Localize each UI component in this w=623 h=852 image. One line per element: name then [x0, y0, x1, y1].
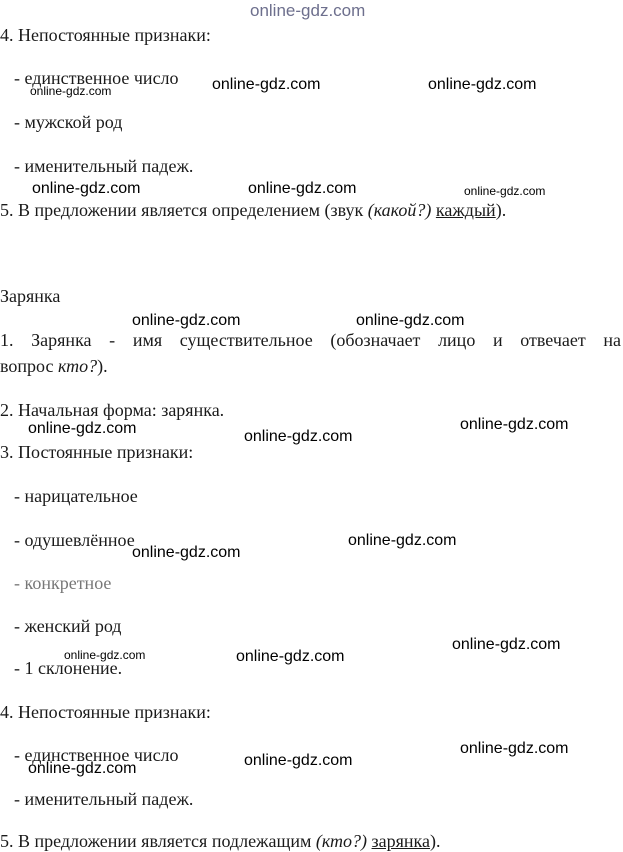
watermark: online-gdz.com — [348, 532, 457, 549]
section1-feature-number: - единственное число — [14, 68, 179, 88]
section1-item5-prefix: 5. В предложении является определением (звук — [0, 200, 368, 220]
watermark: online-gdz.com — [64, 648, 146, 662]
watermark: online-gdz.com — [244, 752, 353, 769]
watermark: online-gdz.com — [32, 180, 141, 197]
section1-item5-question: (какой?) — [367, 200, 432, 220]
section2-item1-question: кто? — [57, 356, 98, 376]
watermark: online-gdz.com — [244, 428, 353, 445]
watermark: online-gdz.com — [132, 312, 241, 329]
section2-item1-line1: 1. Зарянка - имя существительное (обозначает лицо и отвечает на — [0, 330, 621, 350]
section2-feature-common: - нарицательное — [14, 486, 138, 506]
watermark: online-gdz.com — [28, 420, 137, 437]
section2-item1-line2-suffix: ). — [97, 356, 108, 376]
section1-item4-label: 4. Непостоянные признаки: — [0, 25, 211, 45]
section1-feature-case: - именительный падеж. — [14, 156, 194, 176]
section2-feature-case: - именительный падеж. — [14, 789, 194, 809]
section2-item2: 2. Начальная форма: зарянка. — [0, 400, 225, 420]
section2-item5-question: (кто?) — [315, 831, 368, 851]
watermark: online-gdz.com — [30, 84, 112, 98]
watermark: online-gdz.com — [460, 740, 569, 757]
section2-feature-gender: - женский род — [14, 616, 122, 636]
watermark: online-gdz.com — [356, 312, 465, 329]
watermark: online-gdz.com — [452, 636, 561, 653]
section2-feature-declension: - 1 склонение. — [14, 658, 123, 678]
section1-item5-word: каждый — [435, 200, 496, 220]
watermark: online-gdz.com — [460, 416, 569, 433]
section2-item5-word: зарянка — [371, 831, 431, 851]
watermark: online-gdz.com — [212, 76, 321, 93]
section2-feature-animate: - одушевлённое — [14, 530, 135, 550]
section2-item1-line2-prefix: вопрос — [0, 356, 58, 376]
section1-feature-gender: - мужской род — [14, 112, 123, 132]
section2-title: Зарянка — [0, 286, 61, 306]
section2-item5-suffix: ). — [430, 831, 441, 851]
watermark: online-gdz.com — [236, 648, 345, 665]
section2-item4-label: 4. Непостоянные признаки: — [0, 702, 211, 722]
section2-item3-label: 3. Постоянные признаки: — [0, 442, 194, 462]
section1-item5 — [0, 199, 506, 221]
section2-feature-concrete: - конкретное — [14, 573, 112, 593]
watermark-top: online-gdz.com — [250, 1, 366, 20]
watermark: online-gdz.com — [132, 544, 241, 561]
section2-item1-line2 — [0, 355, 108, 377]
watermark: online-gdz.com — [28, 760, 137, 777]
watermark: online-gdz.com — [428, 76, 537, 93]
watermark: online-gdz.com — [464, 184, 546, 198]
section2-item5 — [0, 830, 441, 852]
watermark: online-gdz.com — [248, 180, 357, 197]
section2-item5-prefix: 5. В предложении является подлежащим — [0, 831, 316, 851]
section1-item5-suffix: ). — [495, 200, 507, 220]
section2-feature-number: - единственное число — [14, 745, 179, 765]
